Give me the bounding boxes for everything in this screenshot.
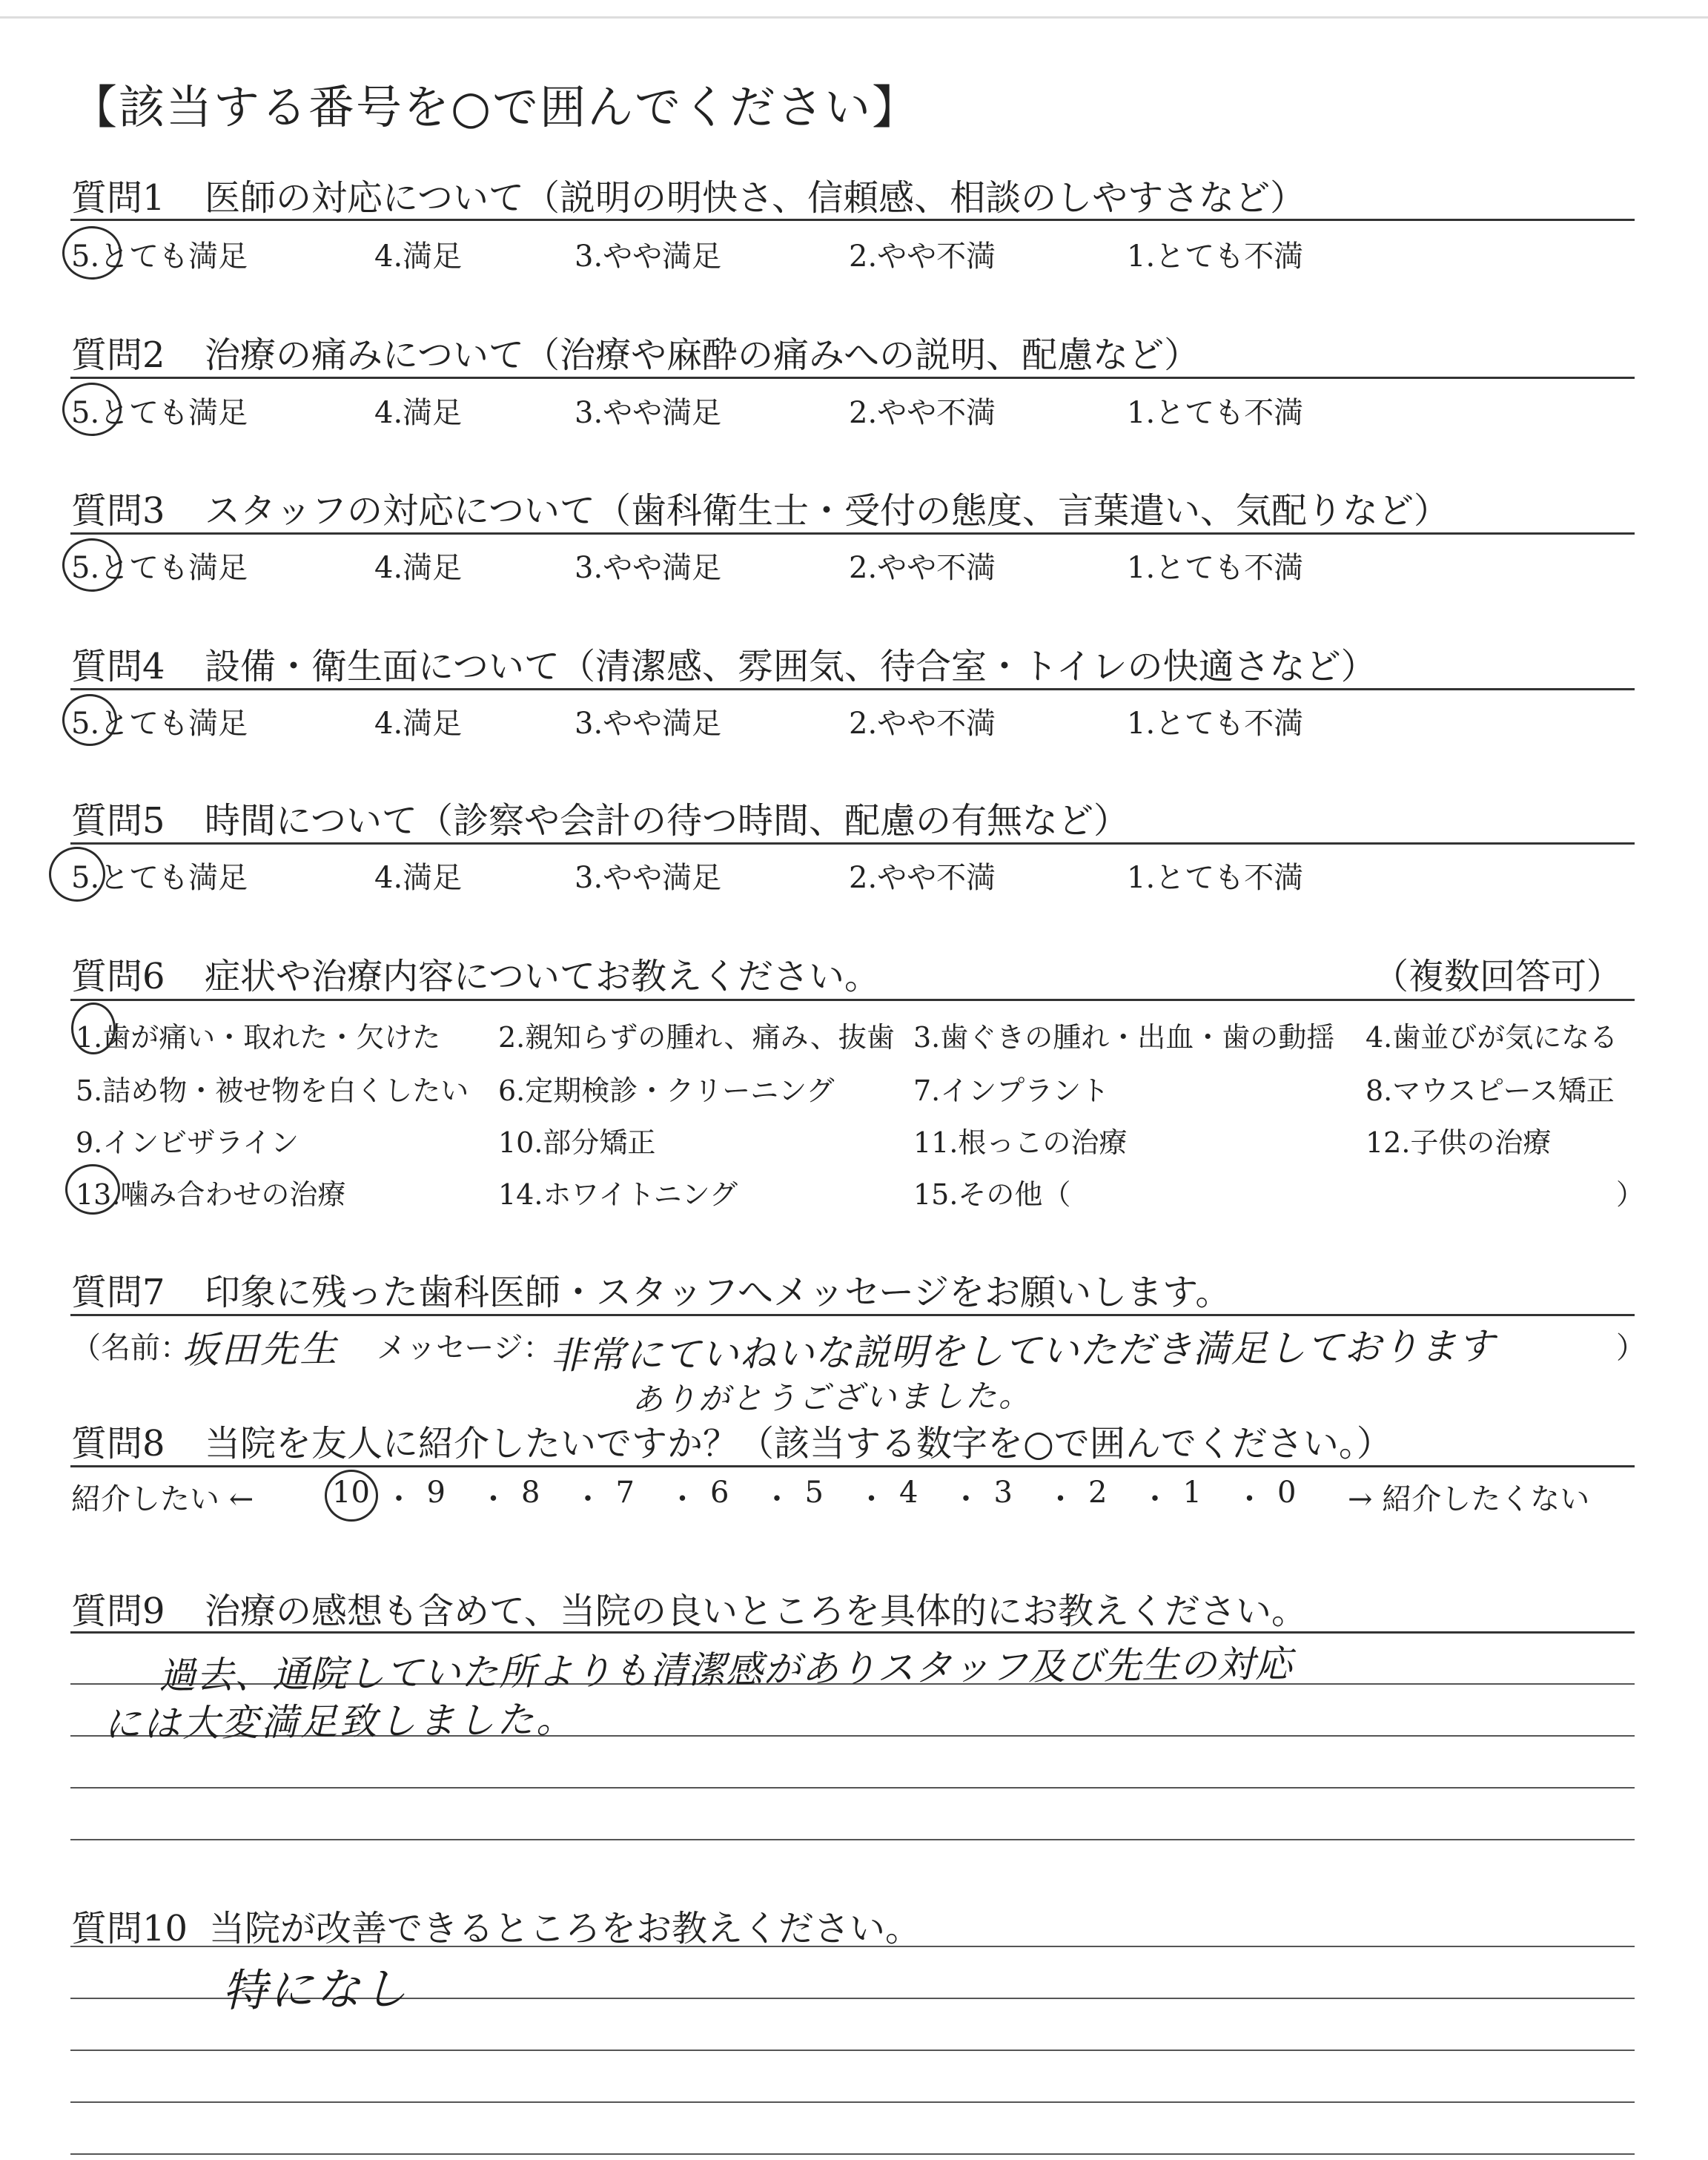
q5-number: 質問5	[71, 800, 165, 842]
q9-text: 治療の感想も含めて、当院の良いところを具体的にお教えください。	[205, 1591, 1308, 1632]
q6-item-14: 14.ホワイトニング	[498, 1178, 738, 1211]
q5-option-4: 4.満足	[374, 861, 463, 895]
q1-option-5: 5.とても満足	[71, 240, 248, 274]
q8-left-label: 紹介したい ←	[71, 1482, 254, 1516]
q6-item-10: 10.部分矯正	[498, 1126, 656, 1159]
scan-top-edge	[0, 16, 1708, 19]
q7-message-handwriting-line2: ありがとうございました。	[631, 1377, 1033, 1418]
q8-scale-separator: ・	[762, 1482, 792, 1516]
q5-rule	[70, 842, 1635, 845]
q2-option-3: 3.やや満足	[575, 396, 722, 430]
q4-option-2: 2.やや不満	[849, 707, 996, 741]
q6-item-13: 13.噛み合わせの治療	[76, 1178, 346, 1211]
q8-scale-number: 9	[426, 1476, 446, 1510]
q8-scale-separator: ・	[1045, 1482, 1076, 1516]
q8-scale-number: 5	[804, 1476, 824, 1510]
q4-option-1: 1.とても不満	[1127, 707, 1304, 741]
q6-item-8: 8.マウスピース矯正	[1366, 1074, 1615, 1107]
q8-title	[71, 1415, 1392, 1466]
q8-scale-number: 0	[1277, 1476, 1297, 1510]
q10-line-3	[70, 2050, 1635, 2051]
q7-name-handwriting: 坂田先生	[181, 1327, 340, 1373]
q1-option-1: 1.とても不満	[1127, 240, 1304, 274]
q6-item-7: 7.インプラント	[913, 1074, 1110, 1107]
q6-item-15: 15.その他（	[913, 1178, 1071, 1211]
q2-text: 治療の痛みについて（治療や麻酔の痛みへの説明、配慮など）	[205, 334, 1200, 376]
q1-number: 質問1	[71, 177, 165, 219]
q2-option-5: 5.とても満足	[71, 396, 248, 430]
q7-name-label: （名前：	[71, 1331, 190, 1365]
q5-title	[71, 792, 1129, 843]
q1-option-2: 2.やや不満	[849, 240, 996, 274]
q3-option-3: 3.やや満足	[575, 551, 722, 585]
q5-option-2: 2.やや不満	[849, 861, 996, 895]
q10-title	[71, 1900, 921, 1951]
q9-rule	[70, 1631, 1635, 1634]
q9-answer-handwriting-line2: には大変満足致しました。	[103, 1697, 576, 1746]
q9-title	[71, 1582, 1307, 1634]
q5-option-1: 1.とても不満	[1127, 861, 1304, 895]
q6-item-6: 6.定期検診・クリーニング	[498, 1074, 835, 1107]
q10-line-5	[70, 2153, 1635, 2155]
q6-text: 症状や治療内容についてお教えください。	[205, 956, 881, 997]
q10-line-1	[70, 1946, 1635, 1947]
q8-right-label: → 紹介したくない	[1348, 1482, 1590, 1516]
instruction-header: 【該当する番号を○で囲んでください】	[71, 80, 920, 134]
q2-option-4: 4.満足	[374, 396, 463, 430]
q2-option-2: 2.やや不満	[849, 396, 996, 430]
q6-rule	[70, 999, 1635, 1001]
q4-text: 設備・衛生面について（清潔感、雰囲気、待合室・トイレの快適さなど）	[205, 646, 1377, 687]
q3-text: スタッフの対応について（歯科衛生士・受付の態度、言葉遣い、気配りなど）	[205, 490, 1450, 532]
q6-item-5: 5.詰め物・被せ物を白くしたい	[76, 1074, 469, 1107]
q6-item-15-close: ）	[1616, 1178, 1645, 1211]
q5-option-5: 5.とても満足	[71, 861, 248, 895]
q2-title	[71, 326, 1199, 377]
q6-item-3: 3.歯ぐきの腫れ・出血・歯の動揺	[913, 1021, 1335, 1054]
q4-rule	[70, 688, 1635, 690]
q6-selection-circle-13	[65, 1164, 120, 1215]
q8-scale-number: 7	[615, 1476, 635, 1510]
q1-text: 医師の対応について（説明の明快さ、信頼感、相談のしやすさなど）	[205, 177, 1306, 219]
q8-scale-separator: ・	[384, 1482, 414, 1516]
q3-title	[71, 482, 1449, 533]
q2-rule	[70, 377, 1635, 379]
q1-option-3: 3.やや満足	[575, 240, 722, 274]
q8-scale-number: 3	[993, 1476, 1013, 1510]
q1-option-4: 4.満足	[374, 240, 463, 274]
q1-title	[71, 169, 1305, 220]
q2-option-1: 1.とても不満	[1127, 396, 1304, 430]
q4-number: 質問4	[71, 646, 165, 687]
q4-title	[71, 638, 1377, 689]
q7-number: 質問7	[71, 1272, 165, 1313]
q7-title	[71, 1264, 1231, 1315]
q2-number: 質問2	[71, 334, 165, 376]
q9-number: 質問9	[71, 1591, 165, 1632]
q3-option-2: 2.やや不満	[849, 551, 996, 585]
q8-scale-number: 8	[521, 1476, 540, 1510]
q6-note: （複数回答可）	[1373, 956, 1623, 997]
q5-text: 時間について（診察や会計の待つ時間、配慮の有無など）	[205, 800, 1130, 842]
q8-scale-separator: ・	[1234, 1482, 1265, 1516]
q8-selection-circle	[325, 1470, 378, 1522]
q10-answer-handwriting: 特になし	[222, 1963, 410, 2018]
q9-line-3	[70, 1787, 1635, 1789]
q6-number: 質問6	[71, 956, 165, 997]
q8-scale-number: 6	[710, 1476, 729, 1510]
q3-rule	[70, 532, 1635, 535]
q3-option-4: 4.満足	[374, 551, 463, 585]
q8-number: 質問8	[71, 1423, 165, 1464]
q6-item-1: 1.歯が痛い・取れた・欠けた	[76, 1021, 441, 1054]
q6-item-2: 2.親知らずの腫れ、痛み、抜歯	[498, 1021, 895, 1054]
q8-scale-number: 1	[1182, 1476, 1202, 1510]
q7-close: ）	[1616, 1331, 1646, 1365]
q7-text: 印象に残った歯科医師・スタッフへメッセージをお願いします。	[205, 1272, 1231, 1313]
q8-scale-separator: ・	[856, 1482, 887, 1516]
q10-number: 質問10	[71, 1908, 188, 1949]
q7-rule	[70, 1314, 1635, 1316]
q1-rule	[70, 219, 1635, 221]
q4-option-4: 4.満足	[374, 707, 463, 741]
q9-line-4	[70, 1839, 1635, 1840]
q3-option-1: 1.とても不満	[1127, 551, 1304, 585]
q8-text: 当院を友人に紹介したいですか？（該当する数字を○で囲んでください。）	[205, 1423, 1392, 1464]
q8-scale-separator: ・	[1140, 1482, 1170, 1516]
q6-item-4: 4.歯並びが気になる	[1366, 1021, 1618, 1054]
q8-scale-number: 4	[899, 1476, 918, 1510]
q3-option-5: 5.とても満足	[71, 551, 248, 585]
q6-title	[71, 948, 880, 999]
q8-rule	[70, 1465, 1635, 1467]
q7-message-label: メッセージ：	[377, 1331, 553, 1365]
q6-item-11: 11.根っこの治療	[913, 1126, 1128, 1159]
q8-scale-number: 10	[332, 1476, 370, 1510]
q3-number: 質問3	[71, 490, 165, 532]
q5-option-3: 3.やや満足	[575, 861, 722, 895]
q10-text: 当院が改善できるところをお教えください。	[209, 1908, 921, 1949]
q8-scale-separator: ・	[478, 1482, 509, 1516]
q6-item-9: 9.インビザライン	[76, 1126, 299, 1159]
q8-scale-number: 2	[1088, 1476, 1108, 1510]
q4-option-5: 5.とても満足	[71, 707, 248, 741]
q8-scale-separator: ・	[667, 1482, 698, 1516]
q4-option-3: 3.やや満足	[575, 707, 722, 741]
q8-scale-separator: ・	[573, 1482, 603, 1516]
q7-message-handwriting-line1: 非常にていねいな説明をしていただき満足しております	[549, 1324, 1496, 1378]
q6-selection-circle-1	[71, 1003, 116, 1054]
q10-line-4	[70, 2101, 1635, 2103]
q6-item-12: 12.子供の治療	[1366, 1126, 1552, 1159]
q8-scale-separator: ・	[951, 1482, 981, 1516]
q9-answer-handwriting-line1: 過去、通院していた所よりも清潔感がありスタッフ及び先生の対応	[158, 1642, 1294, 1698]
